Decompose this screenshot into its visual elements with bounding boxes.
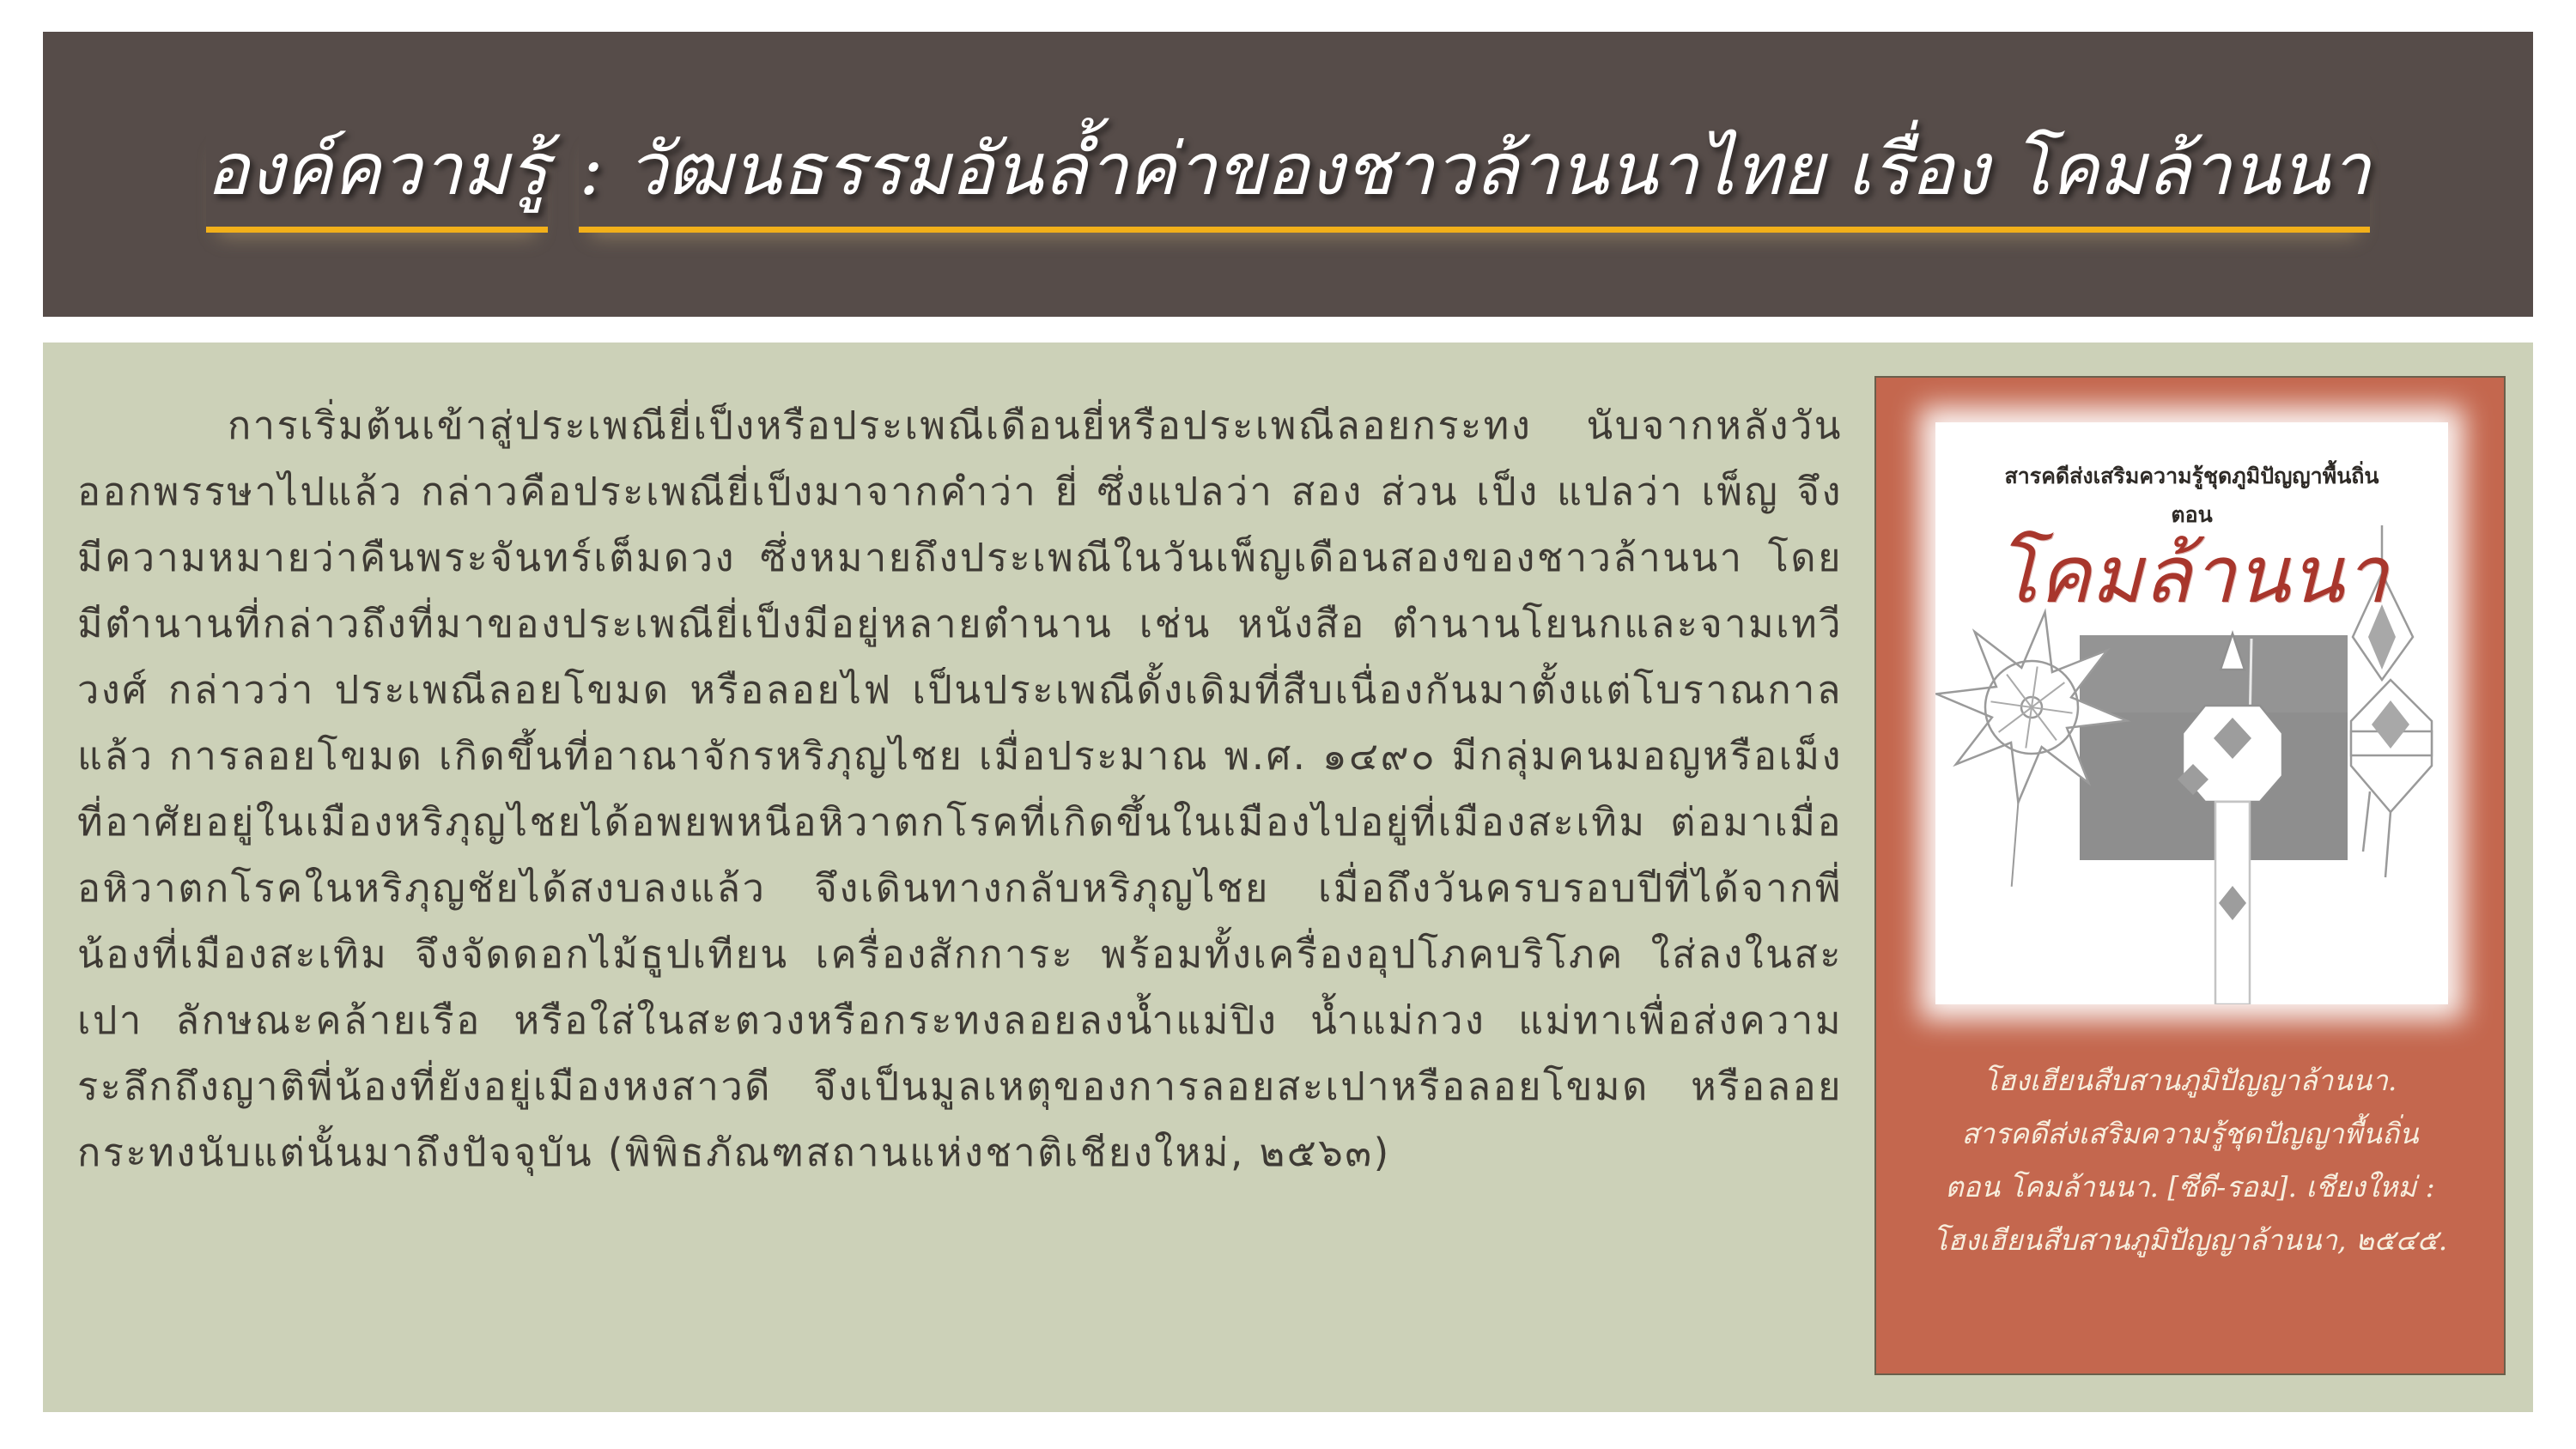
header-banner bbox=[43, 32, 2533, 317]
cover-title: โคมล้านนา bbox=[1995, 529, 2389, 621]
citation-line: โฮงเฮียนสืบสานภูมิปัญญาล้านนา. bbox=[1983, 1064, 2397, 1097]
citation-line: สารคดีส่งเสริมความรู้ชุดปัญญาพื้นถิ่น bbox=[1961, 1117, 2419, 1150]
page-title-part2: : วัฒนธรรมอันล้ำค่าของชาวล้านนาไทย เรื่อง โคมล้านนา bbox=[579, 124, 2370, 233]
book-cover-image bbox=[1935, 422, 2448, 1004]
citation-line: ตอน โคมล้านนา. [ซีดี-รอม]. เชียงใหม่ : bbox=[1945, 1170, 2435, 1203]
page-title-part1: องค์ความรู้ bbox=[206, 124, 549, 233]
cover-series-title: สารคดีส่งเสริมความรู้ชุดภูมิปัญญาพื้นถิ่น bbox=[2004, 464, 2379, 488]
content-area bbox=[43, 343, 2533, 1412]
right-lower-lantern bbox=[2351, 680, 2432, 877]
article-paragraph: การเริ่มต้นเข้าสู่ประเพณียี่เป็งหรือประเพณีเดือนยี่หรือประเพณีลอยกระทง นับจากหลังวันออกพรรษาไปแล้ว กล่าวคือประเพณียี่เป็งมาจากคำว่า ยี่ ซึ่งแปลว่า สอง ส่วน เป็ง แปลว่า เพ็ญ จึงมีความหมายว่าคืนพระจันทร์เต็มดวง ซึ่งหมายถึงประเพณีในวันเพ็ญเดือนสองของชาวล้านนา โดยมีตำนานที่กล่าวถึงที่มาของประเพณียี่เป็งมีอยู่หลายตำนาน เช่น หนังสือ ตำนานโยนกและจามเทวีวงศ์ กล่าวว่า ประเพณีลอยโขมด หรือลอยไฟ เป็นประเพณีดั้งเดิมที่สืบเนื่องกันมาตั้งแต่โบราณกาลแล้ว การลอยโขมด เกิดขึ้นที่อาณาจักรหริภุญไชย เมื่อประมาณ พ.ศ. ๑๔๙๐ มีกลุ่มคนมอญหรือเม็งที่อาศัยอยู่ในเมืองหริภุญไชยได้อพยพหนีอหิวาตกโรคที่เกิดขึ้นในเมืองไปอยู่ที่เมืองสะเทิม ต่อมาเมื่ออหิวาตกโรคในหริภุญชัยได้สงบลงแล้ว จึงเดินทางกลับหริภุญไชย เมื่อถึงวันครบรอบปีที่ได้จากพี่น้องที่เมืองสะเทิม จึงจัดดอกไม้ธูปเทียน เครื่องสักการะ พร้อมทั้งเครื่องอุปโภคบริโภค ใส่ลงในสะเปา ลักษณะคล้ายเรือ หรือใส่ในสะตวงหรือกระทงลอยลงน้ำแม่ปิง น้ำแม่กวง แม่ทาเพื่อส่งความระลึกถึงญาติพี่น้องที่ยังอยู่เมืองหงสาวดี จึงเป็นมูลเหตุของการลอยสะเปาหรือลอยโขมด หรือลอยกระทงนับแต่นั้นมาถึงปัจจุบัน (พิพิธภัณฑสถานแห่งชาติเชียงใหม่, ๒๕๖๓) bbox=[77, 403, 1843, 1175]
cover-episode-label: ตอน bbox=[2171, 502, 2213, 527]
citation-line: โฮงเฮียนสืบสานภูมิปัญญาล้านนา, ๒๕๔๕. bbox=[1932, 1223, 2448, 1257]
reference-card bbox=[1874, 376, 2506, 1375]
cover-text-block bbox=[1935, 422, 2448, 621]
citation-block bbox=[1876, 1054, 2504, 1267]
page-title bbox=[43, 124, 2533, 233]
